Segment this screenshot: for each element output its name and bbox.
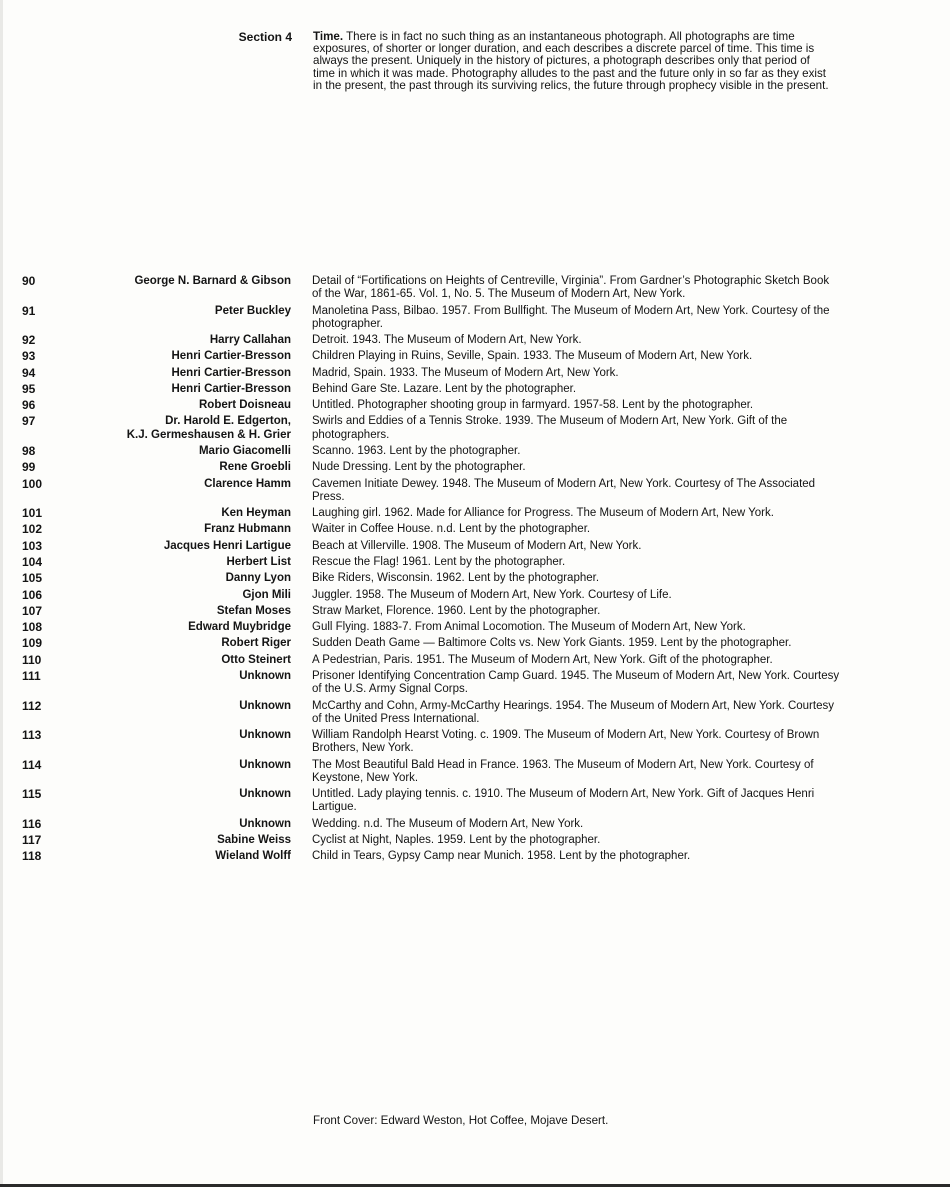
plate-entry — [0, 415, 950, 441]
plate-number: 113 — [22, 728, 42, 743]
plate-description: McCarthy and Cohn, Army-McCarthy Hearings. 1954. The Museum of Modern Art, New York. Courtesy of the United Press International. — [312, 699, 834, 725]
plate-entry — [0, 850, 950, 863]
plate-entry — [0, 834, 950, 847]
plate-number: 95 — [22, 381, 36, 396]
plate-description: Swirls and Eddies of a Tennis Stroke. 1939. The Museum of Modern Art, New York. Gift of the photographers. — [312, 415, 788, 441]
plate-artist: Unknown — [239, 817, 291, 830]
plate-entry — [0, 445, 950, 458]
plate-number: 115 — [22, 787, 42, 802]
plate-description: Wedding. n.d. The Museum of Modern Art, New York. — [312, 817, 584, 830]
plate-entry — [0, 461, 950, 474]
plate-artist: Peter Buckley — [214, 304, 291, 317]
plate-description: Cyclist at Night, Naples. 1959. Lent by the photographer. — [312, 833, 601, 846]
plate-artist: Danny Lyon — [225, 572, 291, 585]
plate-number: 96 — [22, 398, 36, 413]
plate-description: Juggler. 1958. The Museum of Modern Art, New York. Courtesy of Life. — [312, 588, 672, 601]
plate-artist: Unknown — [239, 670, 291, 683]
plate-artist: Henri Cartier-Bresson — [171, 382, 291, 395]
plate-description: Detroit. 1943. The Museum of Modern Art, New York. — [312, 334, 582, 346]
plate-number: 103 — [22, 538, 43, 553]
plate-number: 101 — [22, 506, 43, 521]
plate-artist: Unknown — [239, 699, 291, 712]
plate-number: 106 — [22, 587, 43, 602]
plate-number: 100 — [22, 476, 43, 491]
plate-number: 111 — [22, 669, 41, 684]
plate-artist: Unknown — [239, 729, 291, 742]
plate-entry — [0, 507, 950, 520]
plate-description: Beach at Villerville. 1908. The Museum of Modern Art, New York. — [312, 539, 642, 552]
section-label: Section 4 — [238, 30, 292, 44]
plate-entry — [0, 670, 950, 696]
plate-artist: Wieland Wolff — [215, 850, 291, 863]
plate-entry — [0, 788, 950, 814]
plate-entry — [0, 540, 950, 553]
plate-entry — [0, 334, 950, 347]
plate-description: A Pedestrian, Paris. 1951. The Museum of Modern Art, New York. Gift of the photographer. — [312, 653, 773, 666]
section-intro-text: There is in fact no such thing as an instantaneous photograph. All photographs are time exposures, of shorter or longer duration, and each describes a discrete parcel of time. This time is always the present. Uniquely in the history of pictures, a photograph describes only that period of time in which it was made. Photography alludes to the past and the future only in so far as they exist in the present, the past through its surviving relics, the future through prophecy visible in the present. — [313, 30, 829, 92]
plate-entry — [0, 478, 950, 504]
plate-number: 93 — [22, 349, 36, 364]
plate-number: 110 — [22, 652, 42, 667]
plate-artist: Harry Callahan — [209, 334, 291, 346]
plate-description: Untitled. Lady playing tennis. c. 1910. The Museum of Modern Art, New York. Gift of Jacques Henri Lartigue. — [312, 788, 815, 814]
plate-entry — [0, 654, 950, 667]
plate-number: 116 — [22, 816, 42, 831]
plate-number: 114 — [22, 757, 42, 772]
plate-entry — [0, 589, 950, 602]
plate-entry — [0, 729, 950, 755]
plate-description: Laughing girl. 1962. Made for Alliance for Progress. The Museum of Modern Art, New York. — [312, 507, 774, 520]
section-intro — [313, 31, 833, 92]
plate-number: 112 — [22, 698, 42, 713]
section-title: Time. — [313, 30, 344, 43]
plate-number: 90 — [22, 274, 36, 288]
plate-description: The Most Beautiful Bald Head in France. 1963. The Museum of Modern Art, New York. Courtesy of Keystone, New York. — [312, 758, 814, 784]
plate-entry — [0, 275, 950, 301]
plate-artist: Mario Giacomelli — [198, 444, 291, 457]
plate-number: 92 — [22, 333, 36, 347]
plate-entry — [0, 637, 950, 650]
plate-entry — [0, 818, 950, 831]
plate-entry — [0, 759, 950, 785]
plate-description: Madrid, Spain. 1933. The Museum of Modern Art, New York. — [312, 366, 619, 379]
plate-entry — [0, 621, 950, 634]
plate-number: 104 — [22, 554, 43, 569]
plate-entry — [0, 305, 950, 331]
plate-description: Behind Gare Ste. Lazare. Lent by the photographer. — [312, 382, 577, 395]
plate-artist: Robert Doisneau — [198, 399, 291, 412]
plate-entry — [0, 556, 950, 569]
plate-entry — [0, 605, 950, 618]
plate-entry — [0, 700, 950, 726]
plate-entry — [0, 399, 950, 412]
plate-description: Bike Riders, Wisconsin. 1962. Lent by the photographer. — [312, 572, 600, 585]
plate-description: Child in Tears, Gypsy Camp near Munich. 1958. Lent by the photographer. — [312, 850, 691, 863]
plate-artist: Franz Hubmann — [204, 523, 291, 536]
plate-description: Straw Market, Florence. 1960. Lent by the photographer. — [312, 604, 601, 617]
plate-artist: Stefan Moses — [216, 604, 291, 617]
plate-entry — [0, 350, 950, 363]
plate-artist: Dr. Harold E. Edgerton, K.J. Germeshausen & H. Grier — [126, 415, 291, 441]
plate-artist: Unknown — [239, 758, 291, 771]
plate-number: 102 — [22, 522, 43, 537]
front-cover-credit: Front Cover: Edward Weston, Hot Coffee, Mojave Desert. — [313, 1114, 609, 1127]
plate-number: 97 — [22, 414, 36, 429]
plate-artist: Unknown — [239, 788, 291, 801]
plate-entry — [0, 523, 950, 536]
plate-entry — [0, 572, 950, 585]
plate-artist: Jacques Henri Lartigue — [163, 539, 291, 552]
plate-entry — [0, 367, 950, 380]
plate-number: 105 — [22, 571, 43, 586]
plate-number: 98 — [22, 443, 36, 458]
plate-description: Children Playing in Ruins, Seville, Spain. 1933. The Museum of Modern Art, New York. — [312, 350, 753, 363]
plate-artist: Robert Riger — [221, 637, 291, 650]
plate-description: Cavemen Initiate Dewey. 1948. The Museum of Modern Art, New York. Courtesy of The Associated Press. — [312, 477, 816, 503]
plate-artist: Clarence Hamm — [204, 477, 291, 490]
plate-number: 118 — [22, 849, 42, 864]
plate-artist: Herbert List — [226, 555, 291, 568]
plate-entry — [0, 383, 950, 396]
plate-list — [0, 275, 950, 866]
plate-artist: Henri Cartier-Bresson — [171, 350, 291, 363]
plate-description: Waiter in Coffee House. n.d. Lent by the photographer. — [312, 523, 591, 536]
plate-description: Prisoner Identifying Concentration Camp Guard. 1945. The Museum of Modern Art, New York. Courtesy of the U.S. Army Signal Corps. — [312, 670, 840, 696]
plate-description: Gull Flying. 1883-7. From Animal Locomotion. The Museum of Modern Art, New York. — [312, 621, 746, 634]
plate-number: 117 — [22, 832, 42, 847]
plate-description: William Randolph Hearst Voting. c. 1909. The Museum of Modern Art, New York. Courtesy of Brown Brothers, New York. — [312, 729, 820, 755]
plate-number: 108 — [22, 620, 43, 635]
plate-description: Manoletina Pass, Bilbao. 1957. From Bullfight. The Museum of Modern Art, New York. Courtesy of the photographer. — [312, 304, 830, 330]
plate-description: Sudden Death Game — Baltimore Colts vs. New York Giants. 1959. Lent by the photographer. — [312, 637, 792, 650]
plate-description: Detail of “Fortifications on Heights of Centreville, Virginia”. From Gardner’s Photographic Sketch Book of the War, 1861-65. Vol. 1, No. 5. The Museum of Modern Art, New York. — [312, 275, 830, 301]
plate-artist: Sabine Weiss — [217, 833, 291, 846]
plate-description: Nude Dressing. Lent by the photographer. — [312, 461, 526, 474]
plate-number: 94 — [22, 365, 36, 380]
plate-description: Scanno. 1963. Lent by the photographer. — [312, 444, 521, 457]
plate-number: 91 — [22, 303, 36, 318]
plate-description: Rescue the Flag! 1961. Lent by the photographer. — [312, 555, 566, 568]
plate-artist: George N. Barnard & Gibson — [134, 275, 291, 287]
plate-number: 99 — [22, 460, 36, 475]
plate-artist: Henri Cartier-Bresson — [171, 366, 291, 379]
plate-artist: Ken Heyman — [221, 507, 291, 520]
plate-artist: Rene Groebli — [219, 461, 291, 474]
plate-number: 107 — [22, 603, 43, 618]
plate-artist: Gjon Mili — [242, 588, 291, 601]
plate-description: Untitled. Photographer shooting group in farmyard. 1957-58. Lent by the photographer. — [312, 399, 754, 412]
plate-number: 109 — [22, 636, 43, 651]
plate-artist: Edward Muybridge — [188, 621, 291, 634]
plate-artist: Otto Steinert — [221, 653, 291, 666]
